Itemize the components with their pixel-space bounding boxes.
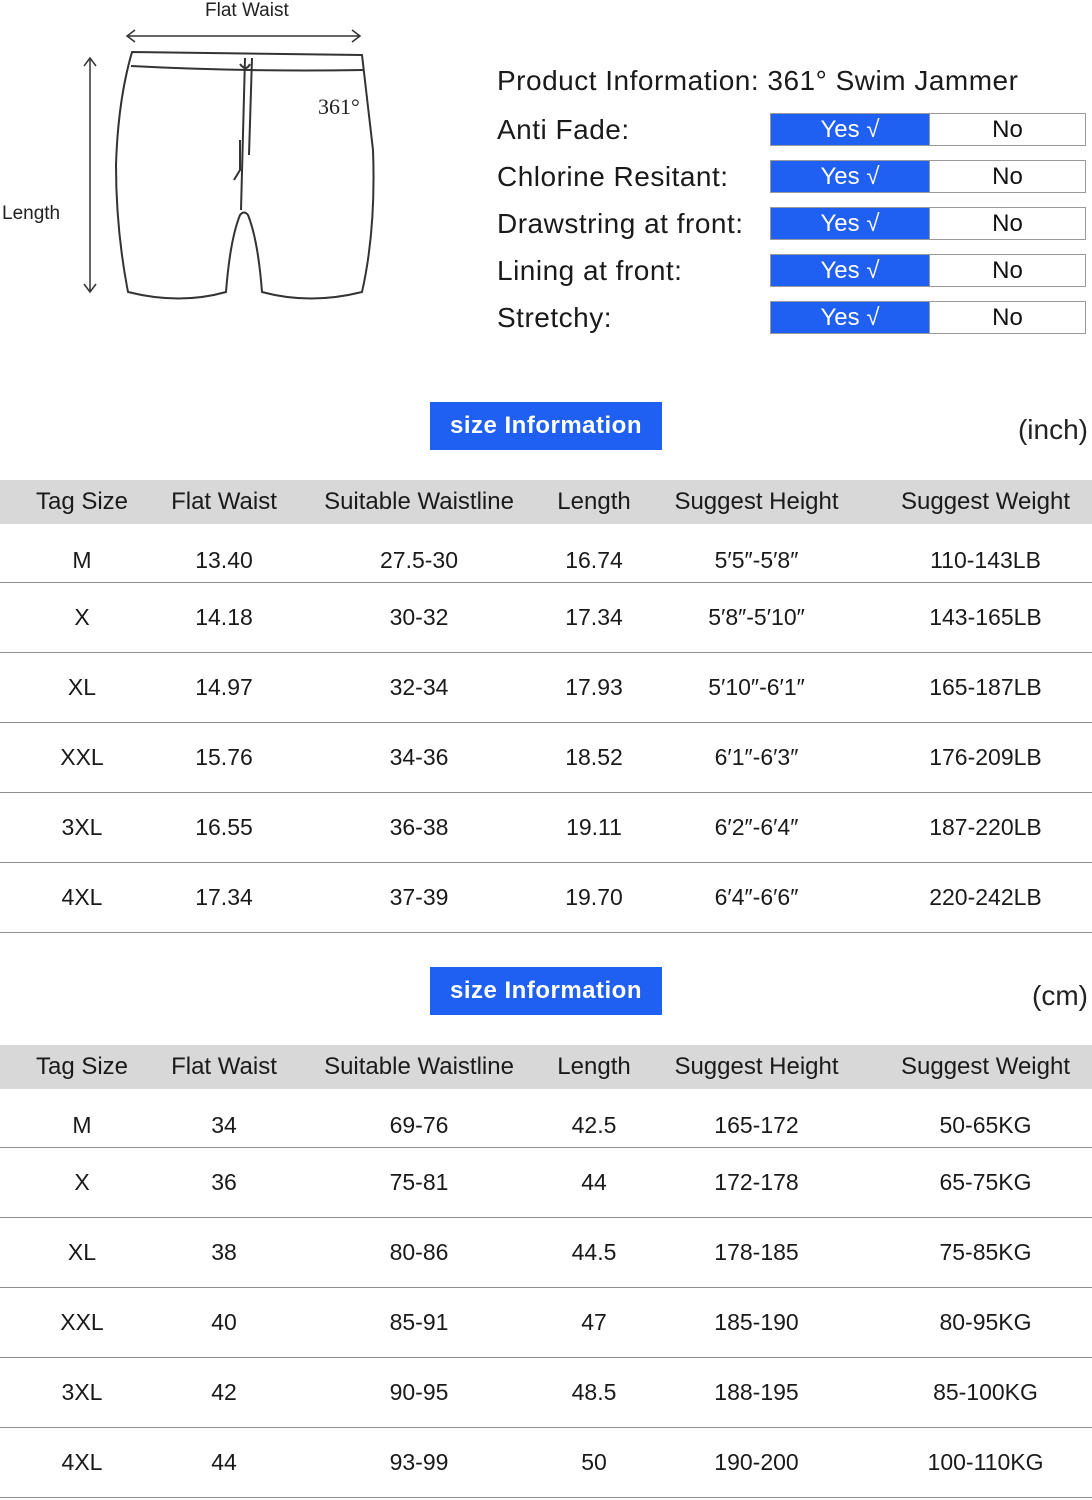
- table-cell: 48.5: [554, 1357, 634, 1427]
- table-cell: 32-34: [284, 652, 554, 722]
- flat-waist-label: Flat Waist: [205, 0, 289, 21]
- table-cell: 4XL: [0, 862, 164, 932]
- column-header: Flat Waist: [164, 1045, 284, 1089]
- table-cell: X: [0, 582, 164, 652]
- table-cell: XL: [0, 652, 164, 722]
- feature-label: Anti Fade:: [497, 114, 630, 145]
- table-cell: 176-209LB: [879, 722, 1092, 792]
- table-row: [0, 1287, 1092, 1357]
- table-cell: 34: [164, 1089, 284, 1147]
- column-header: Suggest Weight: [879, 1045, 1092, 1089]
- table-cell: 3XL: [0, 1357, 164, 1427]
- table-cell: X: [0, 1147, 164, 1217]
- table-row: [0, 582, 1092, 652]
- no-option: No: [929, 161, 1085, 192]
- table-cell: 15.76: [164, 722, 284, 792]
- column-header: Suitable Waistline: [284, 1045, 554, 1089]
- table-cell: 42.5: [554, 1089, 634, 1147]
- feature-row-drawstring: [497, 206, 1092, 253]
- table-cell: 17.93: [554, 652, 634, 722]
- table-row: [0, 1089, 1092, 1147]
- feature-row-chlorine-resistant: [497, 159, 1092, 206]
- table-cell: 38: [164, 1217, 284, 1287]
- table-cell: 6′4″-6′6″: [634, 862, 879, 932]
- table-cell: 3XL: [0, 792, 164, 862]
- jammer-outline-icon: [0, 0, 420, 320]
- no-option: No: [929, 255, 1085, 286]
- column-header: Tag Size: [0, 1045, 164, 1089]
- table-cell: 93-99: [284, 1427, 554, 1497]
- table-cell: 50-65KG: [879, 1089, 1092, 1147]
- table-cell: 165-172: [634, 1089, 879, 1147]
- size-table-cm: [0, 1045, 1092, 1498]
- no-option: No: [929, 208, 1085, 239]
- table-cell: 75-85KG: [879, 1217, 1092, 1287]
- yes-option: Yes √: [771, 208, 929, 239]
- table-cell: 14.18: [164, 582, 284, 652]
- table-cell: 44: [164, 1427, 284, 1497]
- table-cell: 178-185: [634, 1217, 879, 1287]
- no-option: No: [929, 114, 1085, 145]
- feature-label: Drawstring at front:: [497, 208, 744, 239]
- table-cell: 165-187LB: [879, 652, 1092, 722]
- table-cell: 36: [164, 1147, 284, 1217]
- table-cell: 18.52: [554, 722, 634, 792]
- table-cell: 37-39: [284, 862, 554, 932]
- table-row: [0, 1427, 1092, 1497]
- product-information: [497, 62, 1092, 347]
- table-cell: 16.55: [164, 792, 284, 862]
- table-cell: 5′5″-5′8″: [634, 524, 879, 582]
- no-option: No: [929, 302, 1085, 333]
- table-cell: 14.97: [164, 652, 284, 722]
- unit-label-cm: (cm): [1032, 980, 1088, 1011]
- table-cell: 5′10″-6′1″: [634, 652, 879, 722]
- column-header: Suitable Waistline: [284, 480, 554, 524]
- table-cell: 44.5: [554, 1217, 634, 1287]
- table-cell: 19.70: [554, 862, 634, 932]
- jammer-diagram: [0, 0, 420, 320]
- column-header: Tag Size: [0, 480, 164, 524]
- table-cell: 188-195: [634, 1357, 879, 1427]
- table-cell: 65-75KG: [879, 1147, 1092, 1217]
- table-row: [0, 862, 1092, 932]
- table-cell: 16.74: [554, 524, 634, 582]
- table-cell: 50: [554, 1427, 634, 1497]
- table-cell: XXL: [0, 722, 164, 792]
- yes-option: Yes √: [771, 302, 929, 333]
- table-cell: 36-38: [284, 792, 554, 862]
- table-row: [0, 792, 1092, 862]
- lining-toggle: [770, 254, 1086, 287]
- table-row: [0, 652, 1092, 722]
- table-cell: 75-81: [284, 1147, 554, 1217]
- table-cell: 17.34: [164, 862, 284, 932]
- column-header: Suggest Height: [634, 480, 879, 524]
- table-cell: 19.11: [554, 792, 634, 862]
- table-cell: 220-242LB: [879, 862, 1092, 932]
- table-cell: XL: [0, 1217, 164, 1287]
- column-header: Length: [554, 1045, 634, 1089]
- table-cell: 47: [554, 1287, 634, 1357]
- length-label: Length: [2, 203, 61, 224]
- yes-option: Yes √: [771, 161, 929, 192]
- table-header-row: [0, 1045, 1092, 1089]
- drawstring-toggle: [770, 207, 1086, 240]
- column-header: Length: [554, 480, 634, 524]
- table-cell: M: [0, 524, 164, 582]
- column-header: Suggest Weight: [879, 480, 1092, 524]
- table-cell: 187-220LB: [879, 792, 1092, 862]
- table-cell: 4XL: [0, 1427, 164, 1497]
- table-cell: XXL: [0, 1287, 164, 1357]
- table-cell: 6′2″-6′4″: [634, 792, 879, 862]
- column-header: Suggest Height: [634, 1045, 879, 1089]
- table-cell: 100-110KG: [879, 1427, 1092, 1497]
- table-header-row: [0, 480, 1092, 524]
- feature-row-anti-fade: [497, 112, 1092, 159]
- table-cell: 80-95KG: [879, 1287, 1092, 1357]
- table-row: [0, 722, 1092, 792]
- table-cell: 6′1″-6′3″: [634, 722, 879, 792]
- size-table-inch: [0, 480, 1092, 933]
- feature-row-stretchy: [497, 300, 1092, 347]
- table-cell: M: [0, 1089, 164, 1147]
- table-cell: 85-91: [284, 1287, 554, 1357]
- size-information-badge-cm: size Information: [430, 967, 662, 1015]
- table-cell: 80-86: [284, 1217, 554, 1287]
- brand-mark: 361°: [318, 94, 360, 119]
- feature-label: Chlorine Resitant:: [497, 161, 729, 192]
- table-row: [0, 1357, 1092, 1427]
- feature-row-lining: [497, 253, 1092, 300]
- table-cell: 190-200: [634, 1427, 879, 1497]
- table-cell: 90-95: [284, 1357, 554, 1427]
- table-cell: 69-76: [284, 1089, 554, 1147]
- table-cell: 27.5-30: [284, 524, 554, 582]
- table-cell: 42: [164, 1357, 284, 1427]
- table-cell: 17.34: [554, 582, 634, 652]
- unit-label-inch: (inch): [1017, 414, 1088, 445]
- chlorine-resistant-toggle: [770, 160, 1086, 193]
- feature-label: Lining at front:: [497, 255, 683, 286]
- table-cell: 34-36: [284, 722, 554, 792]
- product-information-title: Product Information: 361° Swim Jammer: [497, 65, 1019, 96]
- yes-option: Yes √: [771, 114, 929, 145]
- table-row: [0, 524, 1092, 582]
- table-row: [0, 1217, 1092, 1287]
- feature-label: Stretchy:: [497, 302, 612, 333]
- table-cell: 40: [164, 1287, 284, 1357]
- table-cell: 143-165LB: [879, 582, 1092, 652]
- table-cell: 30-32: [284, 582, 554, 652]
- table-cell: 172-178: [634, 1147, 879, 1217]
- yes-option: Yes √: [771, 255, 929, 286]
- anti-fade-toggle: [770, 113, 1086, 146]
- size-information-badge-inch: size Information: [430, 402, 662, 450]
- table-cell: 13.40: [164, 524, 284, 582]
- table-cell: 44: [554, 1147, 634, 1217]
- table-cell: 110-143LB: [879, 524, 1092, 582]
- table-row: [0, 1147, 1092, 1217]
- table-cell: 185-190: [634, 1287, 879, 1357]
- stretchy-toggle: [770, 301, 1086, 334]
- column-header: Flat Waist: [164, 480, 284, 524]
- table-cell: 85-100KG: [879, 1357, 1092, 1427]
- table-cell: 5′8″-5′10″: [634, 582, 879, 652]
